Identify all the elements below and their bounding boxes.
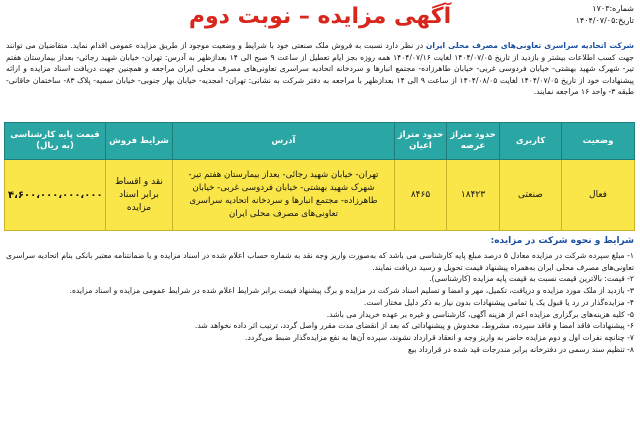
condition-item: ۵- کلیه هزینه‌های برگزاری مزایده اعم از هزینه آگهی، کارشناسی و غیره بر عهده خریدار می باشد. [326,309,634,319]
notice-date: تاریخ:۱۴۰۴/۰۷/۰۵ [575,16,634,25]
cell-status: فعال [562,160,635,231]
condition-item: ۷- چنانچه نفرات اول و دوم مزایده حاضر به واریز وجه و انعقاد قرارداد نشوند، سپرده آن‌ها به نفع مزایده‌گذار ضبط می‌گردد. [245,332,634,342]
cell-base-price: ۴،۶۰۰،۰۰۰،۰۰۰،۰۰۰ [5,160,106,231]
table-header-row [5,123,635,160]
intro-text: در نظر دارد نسبت به فروش ملک صنعتی خود با شرایط و وضعیت موجود از طریق مزایده عمومی اقدام نماید. متقاضیان می توانند جهت کسب اطلاعات بیشتر و بازدید از تاریخ ۱۴۰۴/۰۷/۰۵ لغایت ۱۴۰۴/۰۷/۱۶ همه روزه بجز ایام تعطیل از ساعت ۹ صبح الی ۱۴ بعدازظهر به آدرس: تهران- خیابان شهید رجائی- بعداز بیمارستان هفتم تیر- شهرک شهید بهشتی- خیابان فردوسی غربی- خیابان طاهرزاده- مجتمع انبارها و سردخانه اتحادیه سراسری تعاونی‌های مصرف محلی ایران مراجعه و همچنین جهت دریافت اسناد مزایده و ارائه پیشنهادات خود از تاریخ ۱۴۰۴/۰۷/۰۵ لغایت ۱۴۰۴/۰۸/۰۵ از ساعت ۹ الی ۱۴ بعدازظهر با مراجعه به دفتر شرکت به نشانی: تهران- امجدیه- خیابان بهار جنوبی- خیابان سمیه- پلاک ۸۳- ساختمان خاقانی- طبقه ۳- واحد ۱۶ مراجعه نمایند. [6,41,634,96]
header-base-price: قیمت پایه کارشناسی (به ریال) [5,123,106,160]
header-use: کاربری [500,123,562,160]
organization-name: شرکت اتحادیه سراسری تعاونی‌های مصرف محلی ایران [425,41,634,50]
condition-item: ۲- قیمت: بالاترین قیمت نسبت به قیمت پایه مزایده (کارشناسی). [429,274,634,284]
condition-item: ۶- پیشنهادات فاقد امضا و فاقد سپرده، مشروط، مخدوش و پیشنهاداتی که بعد از انقضای مدت مقرر واصل گردد، ترتیب اثر داده نخواهد شد. [194,321,634,331]
notice-header [0,0,640,36]
property-table-wrapper [5,122,635,231]
header-sale-terms: شرایط فروش [106,123,173,160]
condition-item: ۸- تنظیم سند رسمی در دفترخانه برابر مندرجات قید شده در قرارداد بیع [408,344,634,354]
cell-use: صنعتی [500,160,562,231]
header-address: آدرس [173,123,395,160]
intro-paragraph [6,40,634,98]
conditions-section [6,235,634,355]
cell-land-area: ۱۸۴۲۳ [447,160,500,231]
header-status: وضعیت [562,123,635,160]
notice-number: شماره:۱۷۰۳ [592,4,634,13]
conditions-title: شرایط و نحوه شرکت در مزایده: [490,236,634,246]
table-row [5,160,635,231]
header-building-area: حدود متراژ اعیان [395,123,447,160]
condition-item: ۳- بازدید از ملک مورد مزایده و دریافت، تکمیل، مهر و امضا و تسلیم اسناد شرکت در مزایده و برگ پیشنهاد قیمت برابر شرایط اعلام شده در شرایط عمومی مزایده و اسناد مزایده. [69,286,634,296]
header-land-area: حدود متراژ عرصه [447,123,500,160]
notice-title: آگهی مزایده – نوبت دوم [188,4,452,29]
condition-item: ۱- مبلغ سپرده شرکت در مزایده معادل ۵ درصد مبلغ پایه کارشناسی می باشد که به‌صورت واریز وجه نقد به شماره حساب اعلام شده در اسناد مزایده و یا ضمانتنامه معتبر بانکی بنام اتحادیه سراسری تعاونی‌های مصرف محلی ایران به‌همراه پیشنهاد قیمت تحویل و رسید دریافت نمایند. [6,251,634,272]
condition-item: ۴- مزایده‌گذار در رد یا قبول یک یا تمامی پیشنهادات بدون نیاز به ذکر دلیل مختار است. [363,297,634,307]
cell-building-area: ۸۴۶۵ [395,160,447,231]
cell-address: تهران- خیابان شهید رجائی- بعداز بیمارستان هفتم تیر- شهرک شهید بهشتی- خیابان فردوسی غربی- خیابان طاهرزاده- مجتمع انبارها و سردخانه اتحادیه سراسری تعاونی‌های مصرف محلی ایران [173,160,395,231]
property-table [4,122,635,231]
cell-sale-terms: نقد و اقساط برابر اسناد مزایده [106,160,173,231]
